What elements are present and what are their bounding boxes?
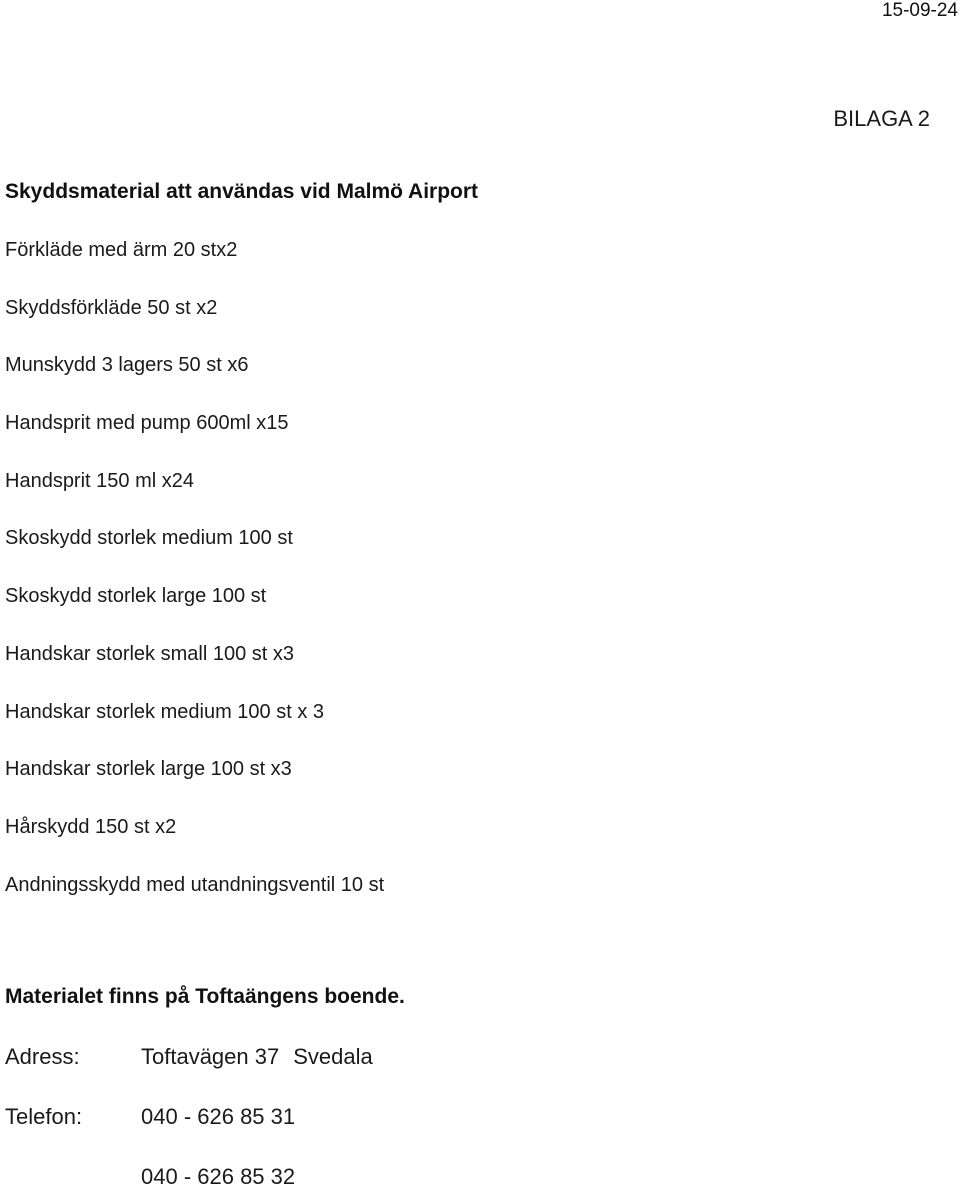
address-label: Adress:: [5, 1044, 80, 1069]
list-item: Andningsskydd med utandningsventil 10 st: [5, 873, 385, 896]
document-date: 15-09-24: [881, 0, 958, 21]
list-item: Skyddsförkläde 50 st x2: [5, 296, 218, 319]
list-item: Handskar storlek small 100 st x3: [5, 642, 295, 665]
list-item: Hårskydd 150 st x2: [5, 815, 177, 838]
phone-row: [5, 1104, 295, 1130]
address-row: [5, 1044, 373, 1070]
list-item: Handskar storlek large 100 st x3: [5, 758, 292, 781]
address-street: Toftavägen 37: [141, 1044, 280, 1069]
list-item: Munskydd 3 lagers 50 st x6: [5, 354, 249, 377]
list-item: Handskar storlek medium 100 st x 3: [5, 700, 325, 723]
list-item: Handsprit med pump 600ml x15: [5, 412, 289, 435]
phone-number-2: 040 - 626 85 32: [141, 1164, 296, 1189]
list-item: Handsprit 150 ml x24: [5, 469, 194, 492]
list-item: Skoskydd storlek large 100 st: [5, 585, 267, 608]
phone-row-secondary: [5, 1164, 295, 1190]
location-note: Materialet finns på Toftaängens boende.: [5, 985, 405, 1008]
material-list: [5, 237, 384, 929]
list-item: Skoskydd storlek medium 100 st: [5, 527, 293, 550]
phone-label: Telefon:: [5, 1104, 83, 1129]
document-title: Skyddsmaterial att användas vid Malmö Airport: [5, 180, 479, 203]
attachment-label: BILAGA 2: [833, 106, 930, 131]
phone-number-1: 040 - 626 85 31: [141, 1104, 296, 1129]
list-item: Förkläde med ärm 20 stx2: [5, 239, 238, 261]
address-city: Svedala: [293, 1044, 373, 1069]
